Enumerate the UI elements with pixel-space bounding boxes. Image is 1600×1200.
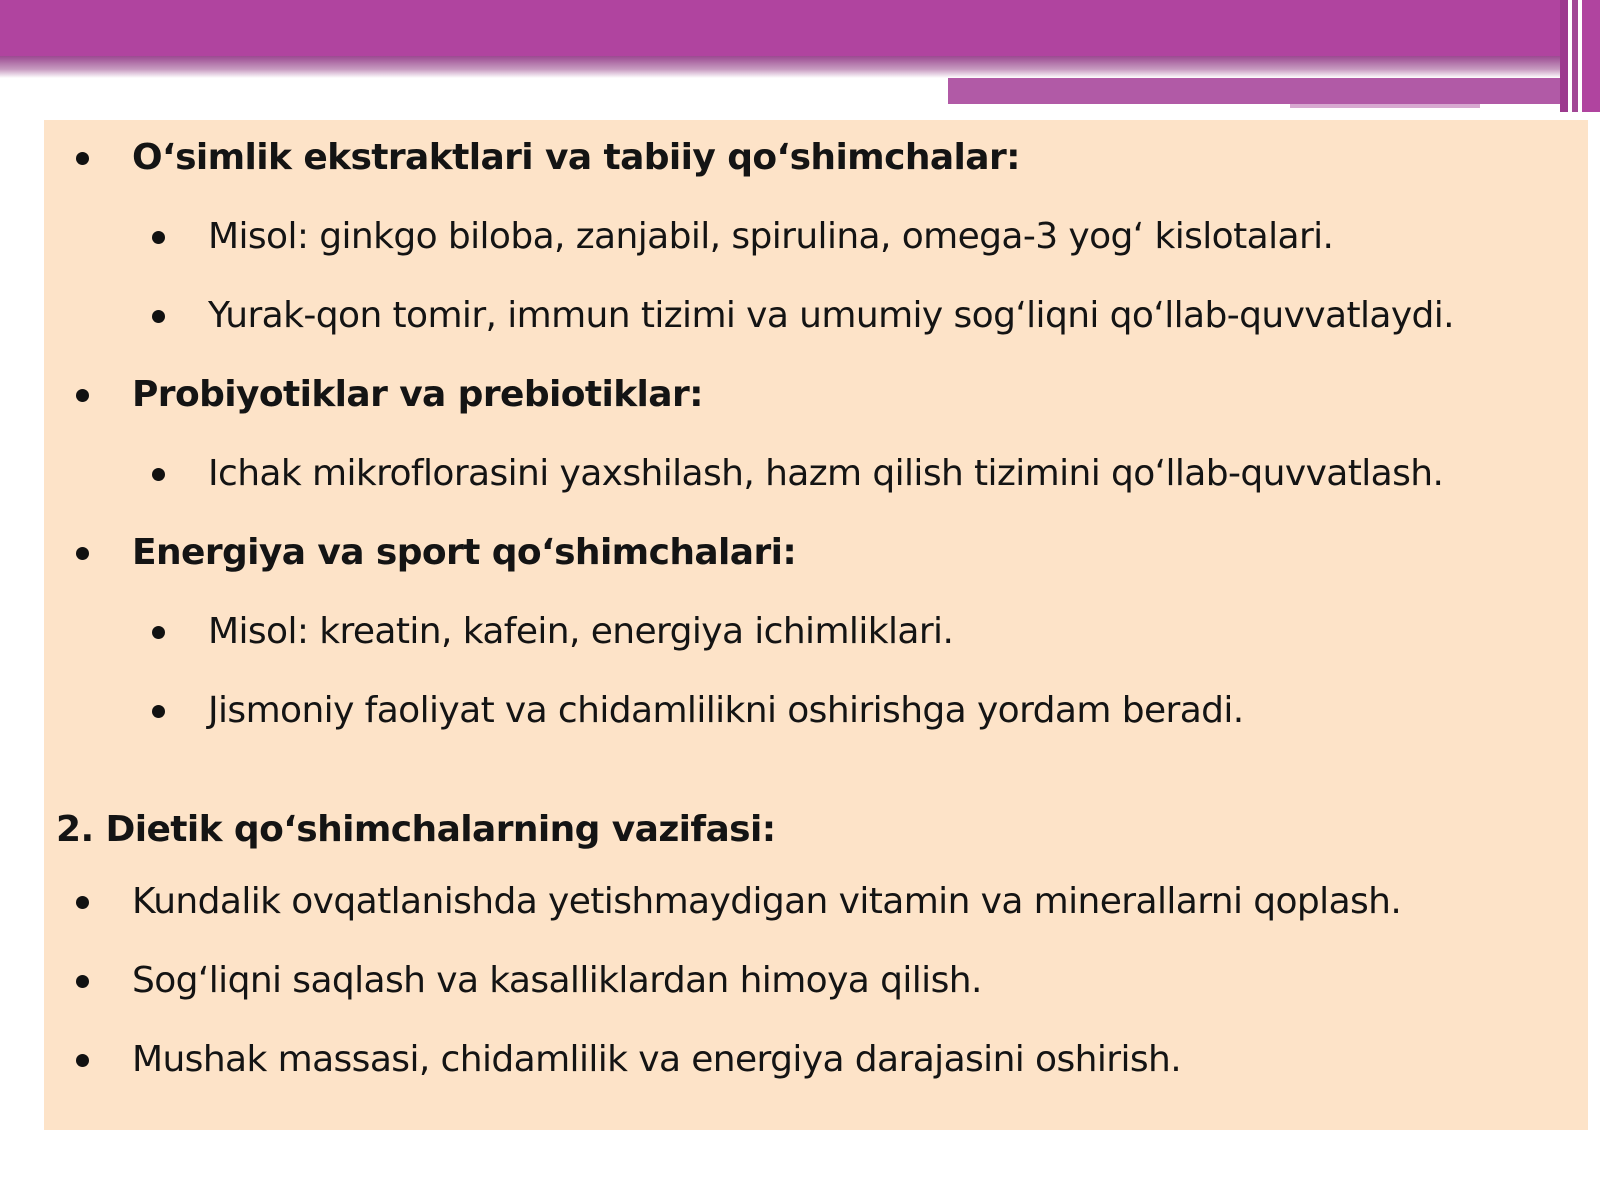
list-item-energy-sport	[44, 529, 1588, 577]
list-item-title: Probiyotiklar va prebiotiklar:	[132, 374, 703, 415]
list-item-probiotics	[44, 371, 1588, 419]
list-item	[44, 878, 1588, 926]
sub-list-item-text: Misol: kreatin, kafein, energiya ichimliklari.	[208, 611, 954, 652]
bullet-icon	[76, 152, 89, 165]
bullet-icon	[76, 547, 89, 560]
section-heading-text: 2. Dietik qo‘shimchalarning vazifasi:	[56, 809, 776, 850]
header-thin-stripe	[1290, 104, 1480, 108]
bullet-icon	[76, 896, 89, 909]
list-item	[44, 957, 1588, 1005]
list-item	[44, 1036, 1588, 1084]
sub-list-item-text: Misol: ginkgo biloba, zanjabil, spirulina, omega-3 yog‘ kislotalari.	[208, 216, 1334, 257]
bullet-icon	[152, 626, 165, 639]
list-item-title: Energiya va sport qo‘shimchalari:	[132, 532, 797, 573]
sub-list-item-text: Jismoniy faoliyat va chidamlilikni oshirishga yordam beradi.	[208, 690, 1244, 731]
bullet-icon	[152, 231, 165, 244]
sub-list-item	[44, 608, 1588, 656]
bullet-icon	[152, 468, 165, 481]
content-panel	[44, 120, 1588, 1130]
list-item-text: Kundalik ovqatlanishda yetishmaydigan vitamin va minerallarni qoplash.	[132, 881, 1402, 922]
sub-list-item-text: Ichak mikroflorasini yaxshilash, hazm qilish tizimini qo‘llab-quvvatlash.	[208, 453, 1444, 494]
header-accent-stripe	[948, 78, 1568, 104]
bullet-icon	[76, 1054, 89, 1067]
section-heading	[44, 806, 1588, 854]
bullet-icon	[76, 389, 89, 402]
bullet-icon	[76, 975, 89, 988]
sub-list-item	[44, 450, 1588, 498]
sub-list-item	[44, 687, 1588, 735]
list-item-text: Mushak massasi, chidamlilik va energiya darajasini oshirish.	[132, 1039, 1182, 1080]
header-right-edge	[1560, 0, 1600, 112]
list-item-title: O‘simlik ekstraktlari va tabiiy qo‘shimchalar:	[132, 137, 1020, 178]
list-item-plant-extracts	[44, 134, 1588, 182]
sub-list-item	[44, 213, 1588, 261]
bullet-icon	[152, 705, 165, 718]
header-band	[0, 0, 1568, 56]
list-item-text: Sog‘liqni saqlash va kasalliklardan himoya qilish.	[132, 960, 982, 1001]
header-band-shadow	[0, 56, 1568, 78]
bullet-icon	[152, 310, 165, 323]
sub-list-item-text: Yurak-qon tomir, immun tizimi va umumiy sog‘liqni qo‘llab-quvvatlaydi.	[208, 295, 1455, 336]
sub-list-item	[44, 292, 1588, 340]
